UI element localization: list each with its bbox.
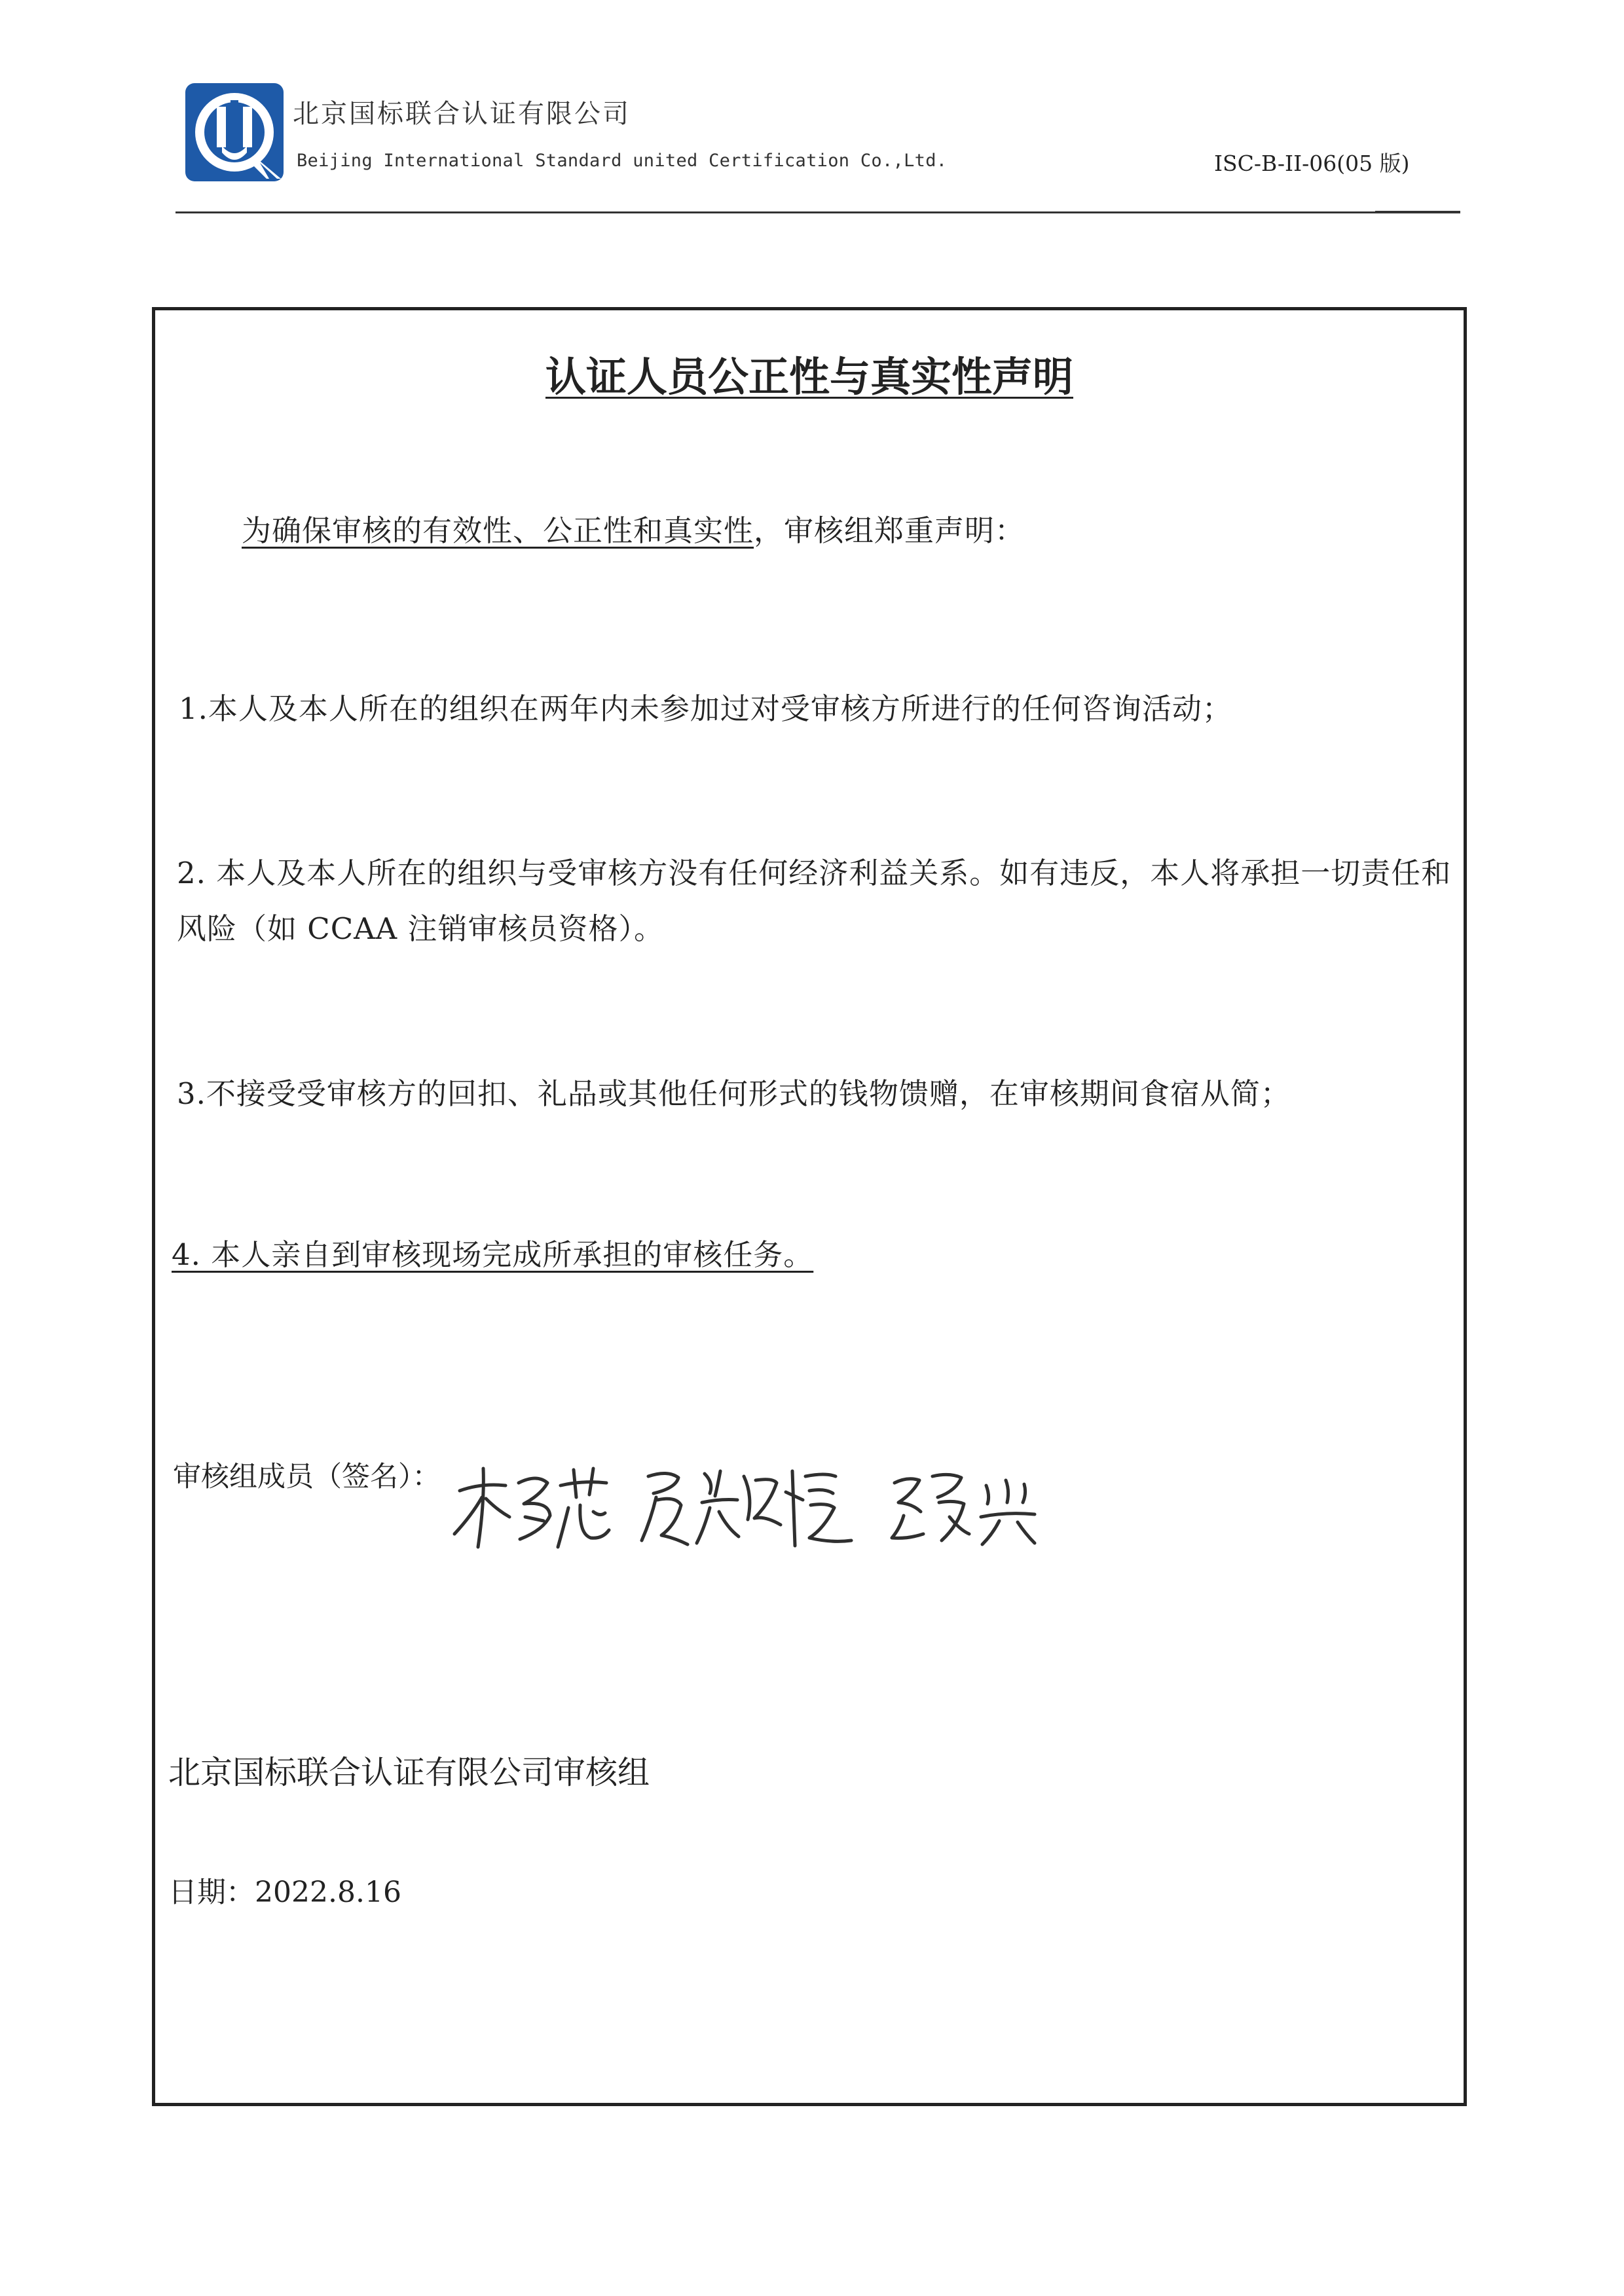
form-code: ISC-B-II-06(05 版) [1214, 151, 1410, 176]
company-name-cn: 北京国标联合认证有限公司 [293, 99, 631, 129]
issuing-organization: 北京国标联合认证有限公司审核组 [168, 1754, 650, 1791]
intro-rest: ，审核组郑重声明： [754, 513, 1025, 548]
clause-4 [172, 1237, 813, 1273]
declaration-frame [152, 307, 1467, 2106]
signature-1 [454, 1468, 609, 1547]
clause-2-line-1: 2. 本人及本人所在的组织与受审核方没有任何经济利益关系。如有违反，本人将承担一切责任和 [177, 856, 1452, 890]
clause-3: 3.不接受受审核方的回扣、礼品或其他任何形式的钱物馈赠，在审核期间食宿从简； [177, 1076, 1291, 1111]
date-label: 日期： [168, 1876, 255, 1909]
date-value: 2022.8.16 [255, 1876, 401, 1909]
company-name-en: Beijing International Standard united Certification Co.,Ltd. [297, 151, 948, 171]
signature-2 [642, 1471, 851, 1546]
header-divider-accent [1375, 211, 1460, 213]
header-divider [175, 211, 1460, 213]
intro-statement [242, 513, 1025, 549]
handwritten-signatures [445, 1457, 1067, 1561]
clause-1: 1.本人及本人所在的组织在两年内未参加过对受审核方所进行的任何咨询活动； [179, 691, 1232, 726]
signers-label: 审核组成员（签名）： [173, 1461, 441, 1493]
document-title-row [152, 353, 1467, 401]
clause-2-line-2: 风险（如 CCAA 注销审核员资格）。 [177, 911, 664, 946]
company-logo-icon [183, 81, 288, 186]
date-row [168, 1875, 401, 1910]
document-title: 认证人员公正性与真实性声明 [545, 353, 1073, 401]
signature-3 [892, 1474, 1035, 1544]
clause-4-text: 4. 本人亲自到审核现场完成所承担的审核任务。 [172, 1237, 814, 1272]
intro-underlined: 为确保审核的有效性、公正性和真实性 [242, 513, 754, 548]
